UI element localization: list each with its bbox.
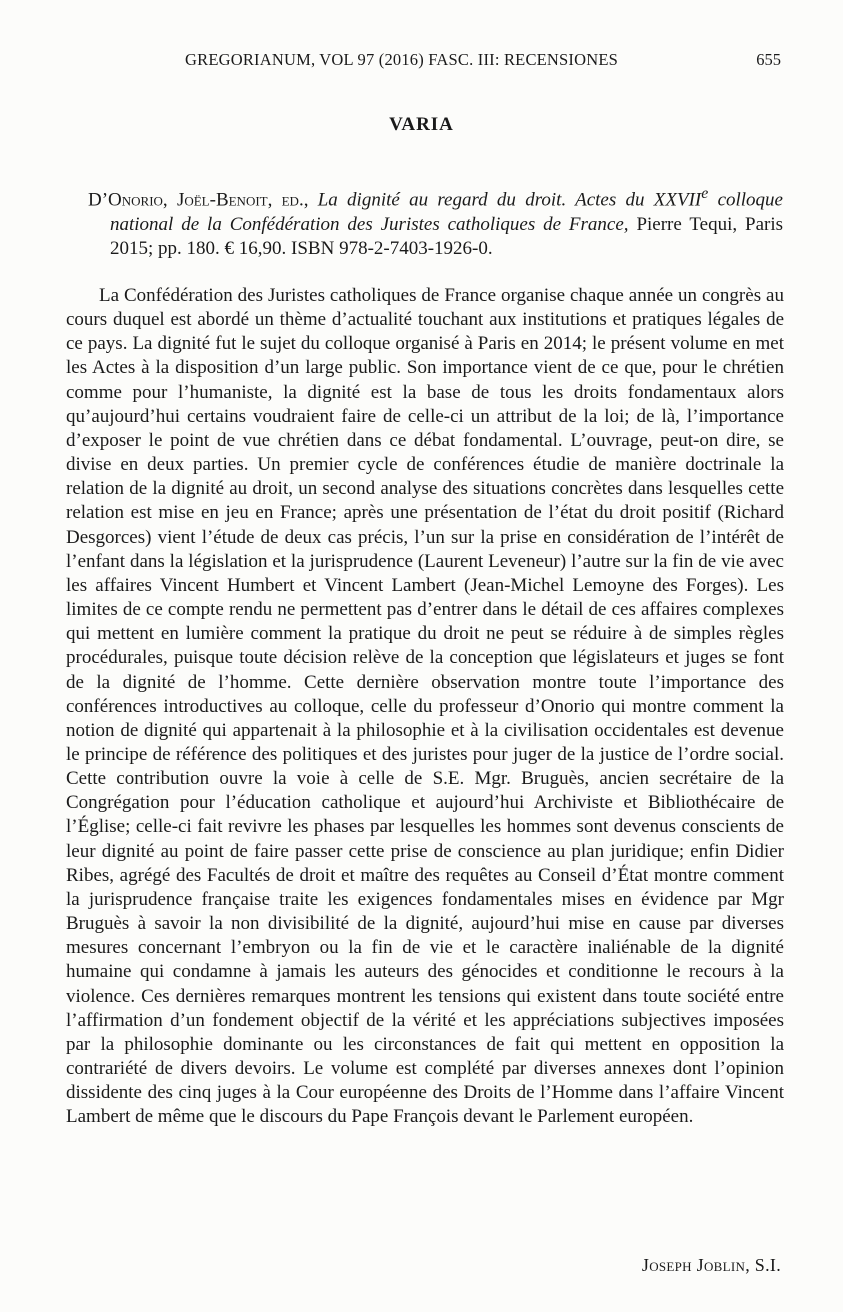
- reviewer-signature: Joseph Joblin, S.I.: [641, 1255, 781, 1275]
- book-citation: [88, 182, 783, 262]
- citation-author: D’Onorio, Joël-Benoit, ed.,: [88, 189, 309, 211]
- citation-publisher: Pierre Tequi, Paris 2015; pp. 180. € 16,90. ISBN 978-2-7403-1926-0.: [110, 213, 784, 260]
- running-head: GREGORIANUM, VOL 97 (2016) FASC. III: RECENSIONES: [185, 50, 618, 69]
- citation-title: La dignité au regard du droit. Actes du XXVII: [317, 189, 702, 211]
- review-body: La Confédération des Juristes catholiques de France organise chaque année un congrès au cours duquel est abordé un thème d’actualité touchant aux institutions et pratiques légales de ce pays. La dignité fut le sujet du colloque organisé à Paris en 2014; le présent volume en met les Actes à la disposition d’un large public. Son importance vient de ce que, pour le chrétien comme pour l’humaniste, la dignité est la base de tous les droits fondamentaux alors qu’aujourd’hui certains voudraient faire de celle-ci un attribut de la loi; de là, l’importance d’exposer le point de vue chrétien dans ce débat fondamental. L’ouvrage, peut-on dire, se divise en deux parties. Un premier cycle de conférences étudie de manière doctrinale la relation de la dignité au droit, un second analyse des situations concrètes dans lesquelles cette relation est mise en jeu en France; après une présentation de l’état du droit positif (Richard Desgorces) vient l’étude de deux cas précis, l’un sur la prise en considération de l’intérêt de l’enfant dans la législation et la jurisprudence (Laurent Leveneur) l’autre sur la fin de vie avec les affaires Vincent Humbert et Vincent Lambert (Jean-Michel Lemoyne des Forges). Les limites de ce compte rendu ne permettent pas d’entrer dans le détail de ces affaires complexes qui mettent en lumière comment la pratique du droit ne peut se réduire à de simples règles procédurales, puisque toute décision relève de la conception que législateurs et juges se font de la dignité de l’homme. Cette dernière observation montre toute l’importance des conférences introductives au colloque, celle du professeur d’Onorio qui montre comment la notion de dignité qui appartenait à la philosophie et à la civilisation occidentales est devenue le principe de référence des politiques et des juristes pour juger de la justice de l’ordre social. Cette contribution ouvre la voie à celle de S.E. Mgr. Bruguès, ancien secrétaire de la Congrégation pour l’éducation catholique et aujourd’hui Archiviste et Bibliothécaire de l’Église; celle-ci fait revivre les phases par lesquelles les hommes sont devenus conscients de leur dignité au point de faire passer cette prise de conscience au plan juridique; enfin Didier Ribes, agrégé des Facultés de droit et maître des requêtes au Conseil d’État montre comment la jurisprudence française traite les exigences fondamentales mises en évidence par Mgr Bruguès à savoir la non divisibilité de la dignité, aujourd’hui mise en cause par diverses mesures concernant l’embryon ou la fin de vie et le caractère inaliénable de la dignité humaine qui condamne à jamais les auteurs des génocides et conditionne le recours à la violence. Ces dernières remarques montrent les tensions qui existent dans toute société entre l’affirmation d’un fondement objectif de la vérité et les appréciations subjectives imposées par la philosophie dominante ou les circonstances de fait qui mettent en opposition la contrariété de divers devoirs. Le volume est complété par diverses annexes dont l’opinion dissidente des cinq juges à la Cour européenne des Droits de l’Homme dans l’affaire Vincent Lambert de même que le discours du Pape François devant le Parlement européen.: [66, 285, 784, 1128]
- page-number: 655: [756, 50, 781, 69]
- section-title: VARIA: [389, 114, 454, 135]
- citation-title-continued: colloque national de la Confédération des Juristes catholiques de France,: [110, 189, 783, 235]
- citation-superscript: e: [701, 185, 709, 202]
